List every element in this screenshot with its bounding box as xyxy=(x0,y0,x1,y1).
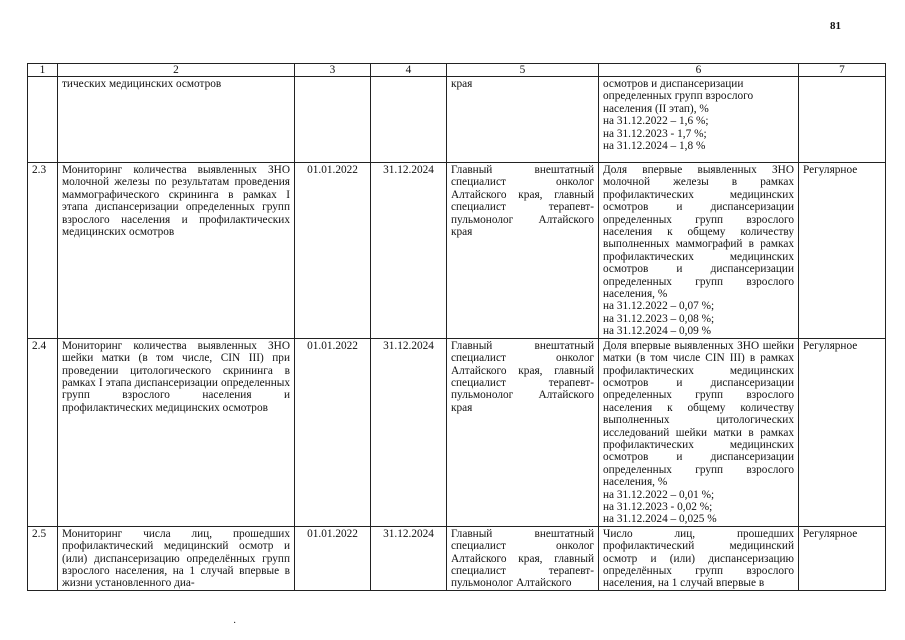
periodicity: Регулярное xyxy=(799,526,886,590)
plan-table xyxy=(27,63,886,591)
periodicity: Регулярное xyxy=(799,338,886,526)
indicator-line: Доля впервые выявленных ЗНО молочной железы в рамках профилактических медицинских осмотров и диспансеризации определенных групп взрослого населения к общему количеству выполненных маммографий в рамках профилактических медицинских осмотров и диспансеризации определенных групп взрослого населения, % xyxy=(603,164,794,301)
measure-name: тических медицинских осмотров xyxy=(58,77,295,163)
start-date xyxy=(295,77,371,163)
indicator-line: на 31.12.2022 – 1,6 %; xyxy=(603,115,709,128)
column-header-2: 2 xyxy=(58,64,295,77)
indicator-line: на 31.12.2023 - 0,02 %; xyxy=(603,500,713,513)
column-header-4: 4 xyxy=(371,64,447,77)
start-date: 01.01.2022 xyxy=(295,163,371,339)
measure-name: Мониторинг количества выявленных ЗНО молочной железы по результатам проведения маммографического скрининга в рамках I этапа диспансеризации определенных групп взрослого населения и профилактических медицинских осмотров xyxy=(58,163,295,339)
table-row xyxy=(28,338,886,526)
column-header-3: 3 xyxy=(295,64,371,77)
indicator-line: Доля впервые выявленных ЗНО шейки матки (в том числе CIN III) в рамках профилактических медицинских осмотров и диспансеризации определенных групп взрослого населения к общему количеству выполненных цитологических исследований шейки матки в рамках профилактических медицинских осмотров и диспансеризации определенных групп взрослого населения, % xyxy=(603,339,794,489)
responsible: Главный внештатный специалист онколог Алтайского края, главный специалист терапевт-пульмонолог Алтайского края xyxy=(447,163,599,339)
responsible: Главный внештатный специалист онколог Алтайского края, главный специалист терапевт-пульмонолог Алтайского края xyxy=(447,338,599,526)
measure-name: Мониторинг количества выявленных ЗНО шейки матки (в том числе, CIN III) при проведении цитологического скрининга в рамках I этапа диспансеризации определенных групп взрослого населения и профилактических медицинских осмотров xyxy=(58,338,295,526)
indicator-line: определенных групп взрослого xyxy=(603,90,754,103)
periodicity xyxy=(799,77,886,163)
indicator-line: осмотров и диспансеризации xyxy=(603,78,744,90)
column-header-5: 5 xyxy=(447,64,599,77)
row-number: 2.4 xyxy=(28,338,58,526)
indicator-line: на 31.12.2024 – 1,8 % xyxy=(603,140,706,153)
page-number: 81 xyxy=(830,20,841,32)
scan-speck: · xyxy=(233,618,237,629)
indicator-line: населения (II этап), % xyxy=(603,102,709,115)
measure-name: Мониторинг числа лиц, прошедших профилактический медицинский осмотр и (или) диспансеризацию определённых групп взрослого населения, на 1 случай впервые в жизни установленного диа- xyxy=(58,526,295,590)
column-header-7: 7 xyxy=(799,64,886,77)
header-row xyxy=(28,64,886,77)
indicator xyxy=(599,526,799,590)
indicator xyxy=(599,77,799,163)
row-number: 2.3 xyxy=(28,163,58,339)
end-date: 31.12.2024 xyxy=(371,163,447,339)
indicator-line: на 31.12.2024 – 0,025 % xyxy=(603,513,717,526)
start-date: 01.01.2022 xyxy=(295,526,371,590)
indicator-line: на 31.12.2022 – 0,01 %; xyxy=(603,488,715,501)
start-date: 01.01.2022 xyxy=(295,338,371,526)
end-date: 31.12.2024 xyxy=(371,338,447,526)
table-row xyxy=(28,77,886,163)
periodicity: Регулярное xyxy=(799,163,886,339)
indicator-line: на 31.12.2023 – 0,08 %; xyxy=(603,312,715,325)
column-header-1: 1 xyxy=(28,64,58,77)
row-number xyxy=(28,77,58,163)
table-row xyxy=(28,163,886,339)
indicator-line: на 31.12.2024 – 0,09 % xyxy=(603,325,712,338)
indicator xyxy=(599,338,799,526)
responsible: края xyxy=(447,77,599,163)
responsible: Главный внештатный специалист онколог Алтайского края, главный специалист терапевт-пульмонолог Алтайского xyxy=(447,526,599,590)
column-header-6: 6 xyxy=(599,64,799,77)
indicator-line: Число лиц, прошедших профилактический медицинский осмотр и (или) диспансеризацию определённых групп взрослого населения, на 1 случай впервые в xyxy=(603,527,794,590)
indicator xyxy=(599,163,799,339)
indicator-line: на 31.12.2022 – 0,07 %; xyxy=(603,300,715,313)
end-date: 31.12.2024 xyxy=(371,526,447,590)
indicator-line: на 31.12.2023 - 1,7 %; xyxy=(603,127,707,140)
row-number: 2.5 xyxy=(28,526,58,590)
end-date xyxy=(371,77,447,163)
table-row xyxy=(28,526,886,590)
